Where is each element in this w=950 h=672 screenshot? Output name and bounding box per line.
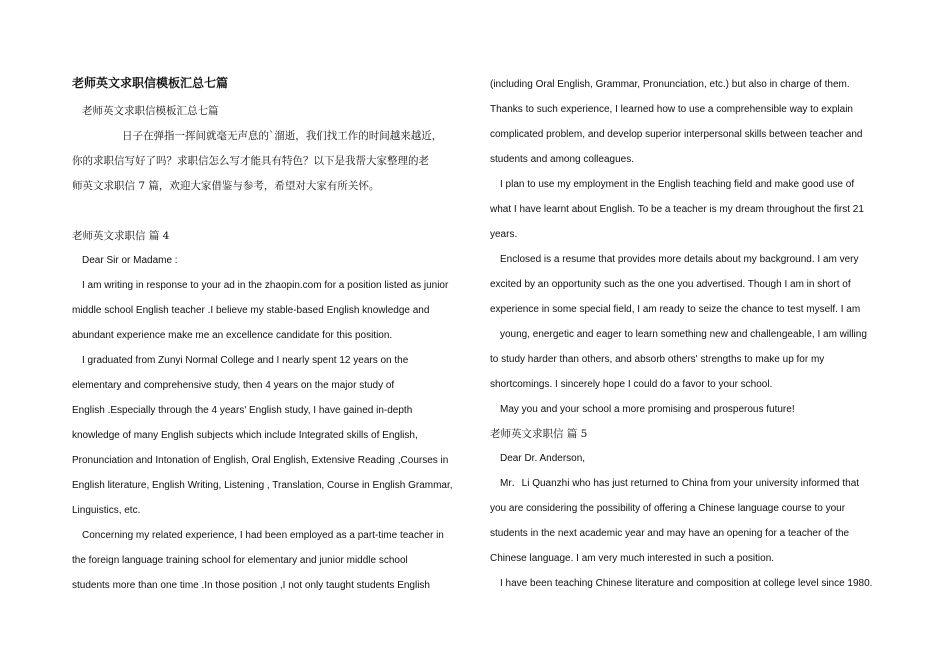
intro-line: 日子在弹指一挥间就毫无声息的`溜逝，我们找工作的时间越来越近， — [122, 130, 443, 142]
text-line: you are considering the possibility of offering a Chinese language course to your — [490, 503, 846, 514]
text-line: May you and your school a more promising and prosperous future! — [500, 404, 795, 415]
text-line: Chinese language. I am very much interested in such a position. — [490, 553, 775, 564]
text-line: abundant experience make me an excellence candidate for this position. — [72, 330, 393, 341]
text-line: the foreign language training school for elementary and junior middle school — [72, 555, 408, 566]
letter5-salutation: Dear Dr. Anderson, — [500, 453, 586, 464]
text-line: students more than one time .In those position ,I not only taught students English — [72, 580, 430, 591]
text-line: students and among colleagues. — [490, 154, 634, 165]
text-line: students in the next academic year and may have an opening for a teacher of the — [490, 528, 850, 539]
document-title: 老师英文求职信模板汇总七篇 — [72, 76, 229, 90]
text-line: young, energetic and eager to learn something new and challengeable, I am willing — [500, 329, 867, 340]
text-line: what I have learnt about English. To be a teacher is my dream throughout the first 21 — [490, 204, 864, 215]
text-line: Mr．Li Quanzhi who has just returned to China from your university informed that — [500, 478, 860, 489]
text-line: English literature, English Writing, Listening , Translation, Course in English Grammar, — [72, 480, 453, 491]
letter5-heading: 老师英文求职信 篇 5 — [490, 428, 588, 440]
text-line: knowledge of many English subjects which include Integrated skills of English, — [72, 430, 418, 441]
text-line: Enclosed is a resume that provides more details about my background. I am very — [500, 254, 859, 265]
text-line: shortcomings. I sincerely hope I could do a favor to your school. — [490, 379, 773, 390]
text-line: to study harder than others, and absorb others' strengths to make up for my — [490, 354, 825, 365]
text-line: English .Especially through the 4 years' English study, I have gained in-depth — [72, 405, 413, 416]
letter4-heading: 老师英文求职信 篇 4 — [72, 230, 170, 242]
text-line: experience in some special field, I am ready to seize the chance to test myself. I am — [490, 304, 861, 315]
text-line: complicated problem, and develop superior interpersonal skills between teacher and — [490, 129, 863, 140]
intro-line: 你的求职信写好了吗？求职信怎么写才能具有特色？以下是我帮大家整理的老 — [72, 155, 429, 167]
text-line: excited by an opportunity such as the one you advertised. Though I am in short of — [490, 279, 851, 290]
text-line: I graduated from Zunyi Normal College and I nearly spent 12 years on the — [82, 355, 409, 366]
document-subtitle: 老师英文求职信模板汇总七篇 — [82, 105, 219, 117]
text-line: Thanks to such experience, I learned how to use a comprehensible way to explain — [490, 104, 853, 115]
letter4-salutation: Dear Sir or Madame : — [82, 255, 178, 266]
intro-line: 师英文求职信 7 篇，欢迎大家借鉴与参考，希望对大家有所关怀。 — [72, 180, 380, 192]
text-line: years. — [490, 229, 518, 240]
text-line: elementary and comprehensive study, then 4 years on the major study of — [72, 380, 395, 391]
text-line: I plan to use my employment in the English teaching field and make good use of — [500, 179, 855, 190]
text-line: I have been teaching Chinese literature and composition at college level since 1980. — [500, 578, 873, 589]
text-line: (including Oral English, Grammar, Pronunciation, etc.) but also in charge of them. — [490, 79, 850, 90]
text-line: middle school English teacher .I believe my stable-based English knowledge and — [72, 305, 430, 316]
text-line: Pronunciation and Intonation of English, Oral English, Extensive Reading ,Courses in — [72, 455, 449, 466]
text-line: Concerning my related experience, I had been employed as a part-time teacher in — [82, 530, 444, 541]
text-line: I am writing in response to your ad in the zhaopin.com for a position listed as junior — [82, 280, 449, 291]
text-line: Linguistics, etc. — [72, 505, 141, 516]
